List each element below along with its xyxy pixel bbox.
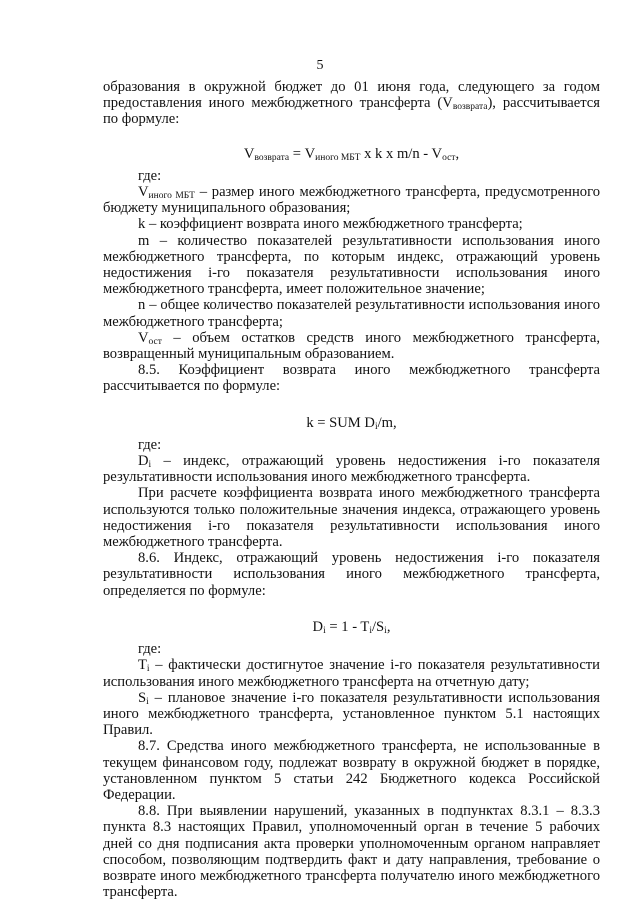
formula-return-volume: $V_{возврата} = V_{иного МБТ}$ x k x $m/n - V_{ост}$,: [243, 145, 460, 163]
where-label: где:: [138, 436, 162, 453]
page-number: 5: [316, 58, 324, 73]
definition-d: $D_i$ – индекс, отражающий уровень недостижения i-го показателя результативности использования иного межбюджетного трансферта.: [103, 453, 600, 486]
where-label: где:: [138, 167, 162, 184]
section-8-7: 8.7. Средства иного межбюджетного трансферта, не использованные в текущем финансовом году, подлежат возврату в окружной бюджет в порядке, установленном пунктом 5 статьи 242 Бюджетного кодекса Российской Федерации.: [103, 738, 600, 803]
calculation-note: При расчете коэффициента возврата иного межбюджетного трансферта используются только положительные значения индекса, отражающего уровень недостижения i-го показателя результативности использования иного межбюджетного трансферта.: [103, 485, 600, 551]
definition-s: $S_i$ – плановое значение i-го показателя результативности использования иного межбюджетного трансферта, установленное пунктом 5.1 настоящих Правил.: [103, 689, 600, 739]
definition-v-ost: $V_{ост}$ – объем остатков средств иного межбюджетного трансферта, возвращенный муниципальным образованием.: [103, 329, 600, 363]
formula-coefficient: k = SUM $D_i/m$,: [306, 414, 397, 432]
section-8-5: 8.5. Коэффициент возврата иного межбюджетного трансферта рассчитывается по формуле:: [103, 362, 600, 395]
definition-v-mbt: $V_{иного МБТ}$ – размер иного межбюджетного трансферта, предусмотренного бюджету муниципального образования;: [103, 184, 600, 217]
intro-text: образования в окружной бюджет до 01 июня года, следующего за годом предоставления иного межбюджетного трансферта (V: [103, 79, 600, 112]
definition-t: $T_i$ – фактически достигнутое значение i-го показателя результативности использования иного межбюджетного трансферта на отчетную дату;: [103, 657, 600, 690]
where-label: где:: [138, 641, 162, 658]
intro-text-end: ), рассчитывается по формуле:: [103, 95, 600, 128]
definition-n: n – общее количество показателей результативности использования иного межбюджетного трансферта;: [103, 297, 600, 330]
definition-k: k – коэффициент возврата иного межбюджетного трансферта;: [138, 216, 523, 233]
section-8-6: 8.6. Индекс, отражающий уровень недостижения i-го показателя результативности использования иного межбюджетного трансферта, определяется по формуле:: [103, 550, 600, 599]
definition-m: m – количество показателей результативности использования иного межбюджетного трансферта, по которым индекс, отражающий уровень недостижения i-го показателя результативности использования иного межбюджетного трансферта, имеет положительное значение;: [103, 232, 600, 298]
section-8-8: 8.8. При выявлении нарушений, указанных в подпунктах 8.3.1 – 8.3.3 пункта 8.3 настоящих Правил, уполномоченный орган в течение 5 рабочих дней со дня подписания акта проверки уполномоченным органом направляет способом, позволяющим подтвердить факт и дату направления, требование о возврате иного межбюджетного трансферта получателю иного межбюджетного трансферта.: [103, 803, 600, 901]
intro-subscript: возврата: [452, 102, 488, 113]
formula-index: $D_i = 1 - T_i/S_i$,: [312, 618, 391, 636]
intro-paragraph: [103, 79, 600, 128]
document-body: [103, 79, 600, 900]
